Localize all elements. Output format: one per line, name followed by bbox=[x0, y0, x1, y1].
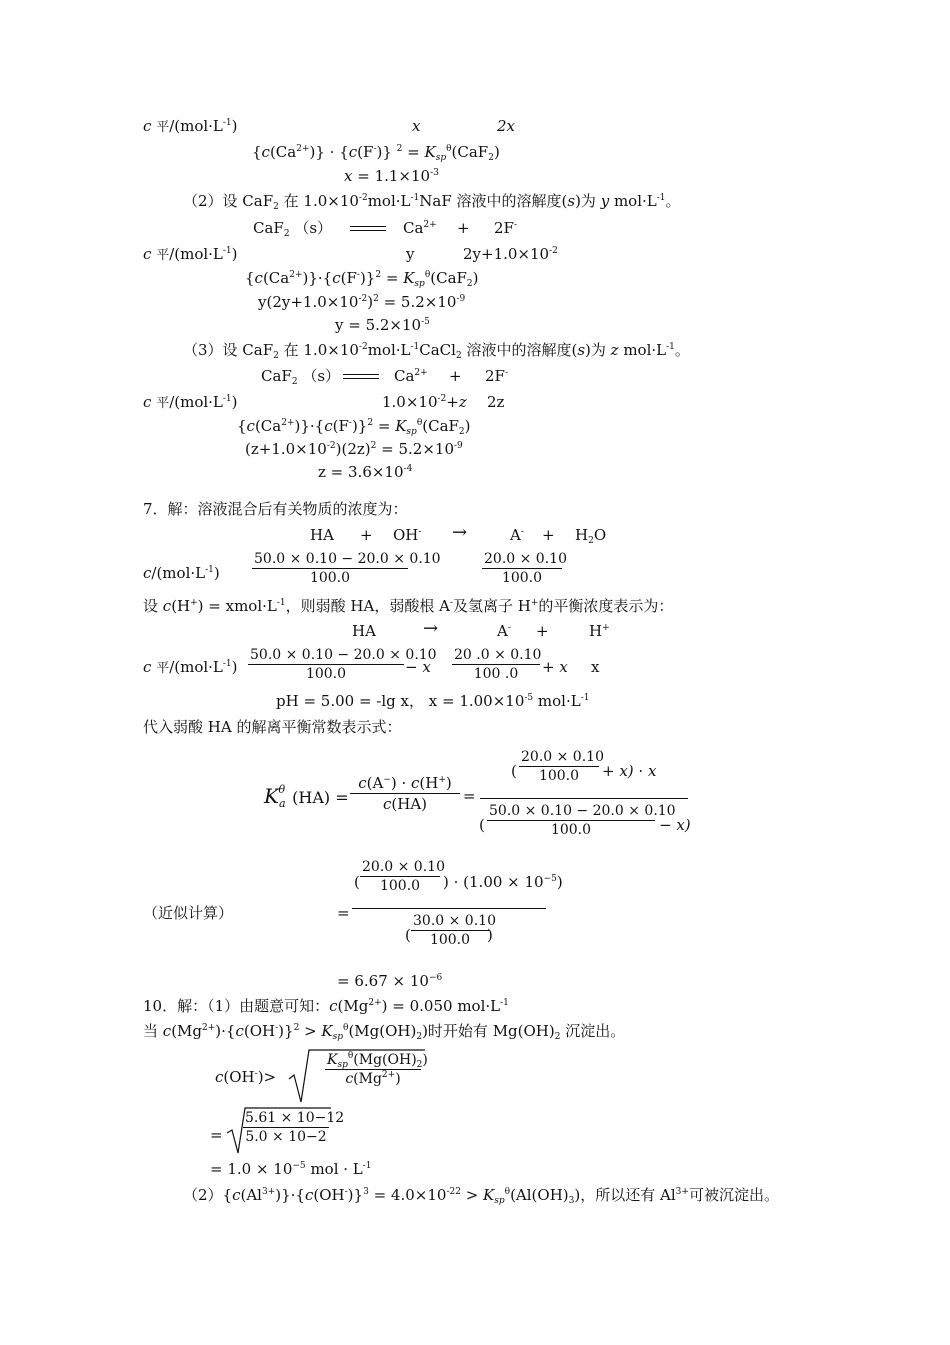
approx-equals: = bbox=[337, 904, 350, 922]
c-label-7: $c/(mol\cdot L^{-1})$ bbox=[143, 564, 220, 582]
x-value: x bbox=[412, 117, 421, 135]
big-den-open-paren: ( bbox=[479, 816, 485, 834]
reaction-caf2-2: CaF$_2$ （s） bbox=[253, 219, 333, 239]
c-eq-label-3: c 平$/(mol\cdot L^{-1})$ bbox=[143, 393, 238, 411]
approx-fraction-bar bbox=[352, 908, 546, 909]
reaction-ha: HA bbox=[310, 526, 334, 544]
right-arrow-icon: → bbox=[452, 522, 468, 543]
y-result: $y = 5.2\times 10^{-5}$ bbox=[335, 316, 430, 334]
problem10-condition: 当 $c(Mg^{2+})\cdot\{c(OH^-)\}^2 > K_{sp}^\theta(Mg(OH)_2)$时开始有 $Mg(OH)_2$ 沉淀出。 bbox=[143, 1022, 626, 1042]
ksp-equation-2: $\{c(Ca^{2+})\}\cdot\{c(F^-)\}^2 = K_{sp}^\theta(CaF_2)$ bbox=[245, 269, 479, 289]
big-num-tail: + x) · x bbox=[602, 762, 657, 780]
reaction-ca-3: $Ca^{2+}$ bbox=[394, 367, 428, 385]
sqrt1-fraction: $K_{sp}^\theta(Mg(OH)_2)$ $c(Mg^{2+})$ bbox=[327, 1051, 428, 1087]
reaction-f-2: 2F- bbox=[494, 219, 517, 237]
c-eq-label-2: c 平$/(mol\cdot L^{-1})$ bbox=[143, 245, 238, 263]
plus-x: + x bbox=[542, 658, 568, 676]
reaction-a: A- bbox=[510, 526, 524, 544]
ka-result: = $6.67 \times 10^{-6}$ bbox=[337, 972, 443, 990]
problem7-heading: 7．解：溶液混合后有关物质的浓度为： bbox=[143, 500, 408, 518]
z-result: $z = 3.6\times 10^{-4}$ bbox=[318, 463, 413, 481]
eq-reaction-plus: + bbox=[536, 622, 549, 640]
big-den-tail: − x) bbox=[659, 816, 691, 834]
eq-reaction-a: A- bbox=[497, 622, 511, 640]
problem10-heading: 10．解：（1）由题意可知：$c(Mg^{2+}) = 0.050$ $mol\cdot L^{-1}$ bbox=[143, 997, 509, 1015]
z-equation: $(z+1.0\times 10^{-2})(2z)^2 = 5.2\times 10^{-9}$ bbox=[245, 440, 463, 458]
substitute-line: 代入弱酸 HA 的解离平衡常数表示式： bbox=[143, 718, 402, 736]
big-num-open-paren: ( bbox=[511, 762, 517, 780]
approx-den-fraction: 30.0 × 0.10 100.0 bbox=[413, 913, 496, 948]
fraction-oh-conc: 50.0 × 0.10 − 20.0 × 0.10 100.0 bbox=[254, 551, 441, 586]
eq-fraction-ha: 50.0 × 0.10 − 20.0 × 0.10 100.0 bbox=[250, 647, 437, 682]
minus-x: − x bbox=[405, 658, 431, 676]
two-x-value: 2x bbox=[497, 117, 516, 135]
y-value: y bbox=[406, 245, 415, 263]
approx-label: （近似计算） bbox=[143, 904, 234, 922]
reaction-f-3: 2F- bbox=[485, 367, 508, 385]
ca-conc-3: $1.0\times 10^{-2}+z$ bbox=[382, 393, 467, 411]
reaction-plus-7a: + bbox=[360, 526, 373, 544]
approx-den-close-paren: ) bbox=[487, 926, 493, 944]
part3-intro: （3）设 CaF$_2$ 在 $1.0\times 10^{-2}mol\cdot L^{-1}CaCl_2$ 溶液中的溶解度(s)为 z $mol\cdot L^{-1}$。 bbox=[183, 341, 690, 361]
assume-line: 设 $c(H^+) = xmol\cdot L^{-1}$，则弱酸 HA，弱酸根 A-及氢离子 H+的平衡浓度表示为： bbox=[143, 597, 674, 615]
ka-label: $K_a^\theta$ (HA) = bbox=[264, 783, 349, 810]
right-arrow-icon-2: → bbox=[423, 618, 439, 639]
ksp-equation-1: $\{c(Ca^{2+})\} \cdot \{c(F^-)\} ^2 = K_{sp}^\theta(CaF_2)$ bbox=[252, 143, 500, 163]
fraction-a-conc: 20.0 × 0.10 100.0 bbox=[484, 551, 567, 586]
two-z-value: 2z bbox=[487, 393, 505, 411]
sqrt2-fraction: 5.61 × 10−12 5.0 × 10−2 bbox=[245, 1110, 345, 1145]
oh-result: = $1.0 \times 10^{-5}$ mol · $L^{-1}$ bbox=[210, 1160, 372, 1178]
part2-intro: （2）设 CaF$_2$ 在 $1.0\times 10^{-2}mol\cdot L^{-1}NaF$ 溶液中的溶解度(s)为 y $mol\cdot L^{-1}$。 bbox=[183, 192, 681, 212]
equilibrium-arrow-icon bbox=[350, 219, 386, 237]
approx-den-open-paren: ( bbox=[405, 926, 411, 944]
oh-label: c(OH-)> bbox=[215, 1068, 277, 1086]
c-eq-label-7: c 平$/(mol\cdot L^{-1})$ bbox=[143, 658, 238, 676]
big-den-fraction: 50.0 × 0.10 − 20.0 × 0.10 100.0 bbox=[489, 803, 676, 838]
approx-num-tail: ) · $(1.00 \times 10^{-5})$ bbox=[443, 873, 563, 891]
ka-equals: = bbox=[463, 787, 476, 805]
ka-fraction: c(A−) · c(H+) c(HA) bbox=[350, 774, 460, 813]
x-alone: x bbox=[591, 658, 600, 676]
eq-reaction-h: H+ bbox=[589, 622, 610, 640]
approx-num-open-paren: ( bbox=[354, 873, 360, 891]
two-y-value: $2y+1.0\times 10^{-2}$ bbox=[463, 245, 558, 263]
reaction-caf2-3: CaF$_2$ （s） bbox=[261, 367, 341, 387]
y-equation: $y(2y+1.0\times 10^{-2})^2 = 5.2\times 10^{-9}$ bbox=[258, 293, 466, 311]
x-result: $x = 1.1\times 10^{-3}$ bbox=[344, 167, 439, 185]
c-eq-label-1: c 平$/(mol\cdot L^{-1})$ bbox=[143, 117, 238, 135]
sqrt2-equals: = bbox=[210, 1126, 223, 1144]
reaction-plus-7b: + bbox=[542, 526, 555, 544]
eq-reaction-ha: HA bbox=[352, 622, 376, 640]
reaction-plus-2: + bbox=[457, 219, 470, 237]
reaction-plus-3: + bbox=[449, 367, 462, 385]
big-num-fraction: 20.0 × 0.10 100.0 bbox=[521, 749, 604, 784]
ksp-equation-3: $\{c(Ca^{2+})\}\cdot\{c(F^-)\}^2 = K_{sp}^\theta(CaF_2)$ bbox=[237, 417, 471, 437]
ph-line: pH = 5.00 = -lg x， $x = 1.00\times 10^{-5}$ $mol\cdot L^{-1}$ bbox=[276, 692, 590, 710]
part2-al: $(2)\{c(Al^{3+})\}\cdot\{c(OH^-)\}^3 = 4.0\times 10^{-22} > K_{sp}^\theta(Al(OH)_3)$，所以还有 $Al^{3+}$可被沉淀出。 bbox=[183, 1186, 779, 1206]
reaction-oh: OH- bbox=[393, 526, 422, 544]
approx-num-fraction: 20.0 × 0.10 100.0 bbox=[362, 859, 445, 894]
reaction-h2o: $H_2O$ bbox=[575, 526, 607, 546]
reaction-ca-2: $Ca^{2+}$ bbox=[403, 219, 437, 237]
equilibrium-arrow-icon-2 bbox=[343, 367, 379, 385]
eq-fraction-a: 20 .0 × 0.10 100 .0 bbox=[454, 647, 542, 682]
big-fraction-bar bbox=[480, 798, 688, 799]
